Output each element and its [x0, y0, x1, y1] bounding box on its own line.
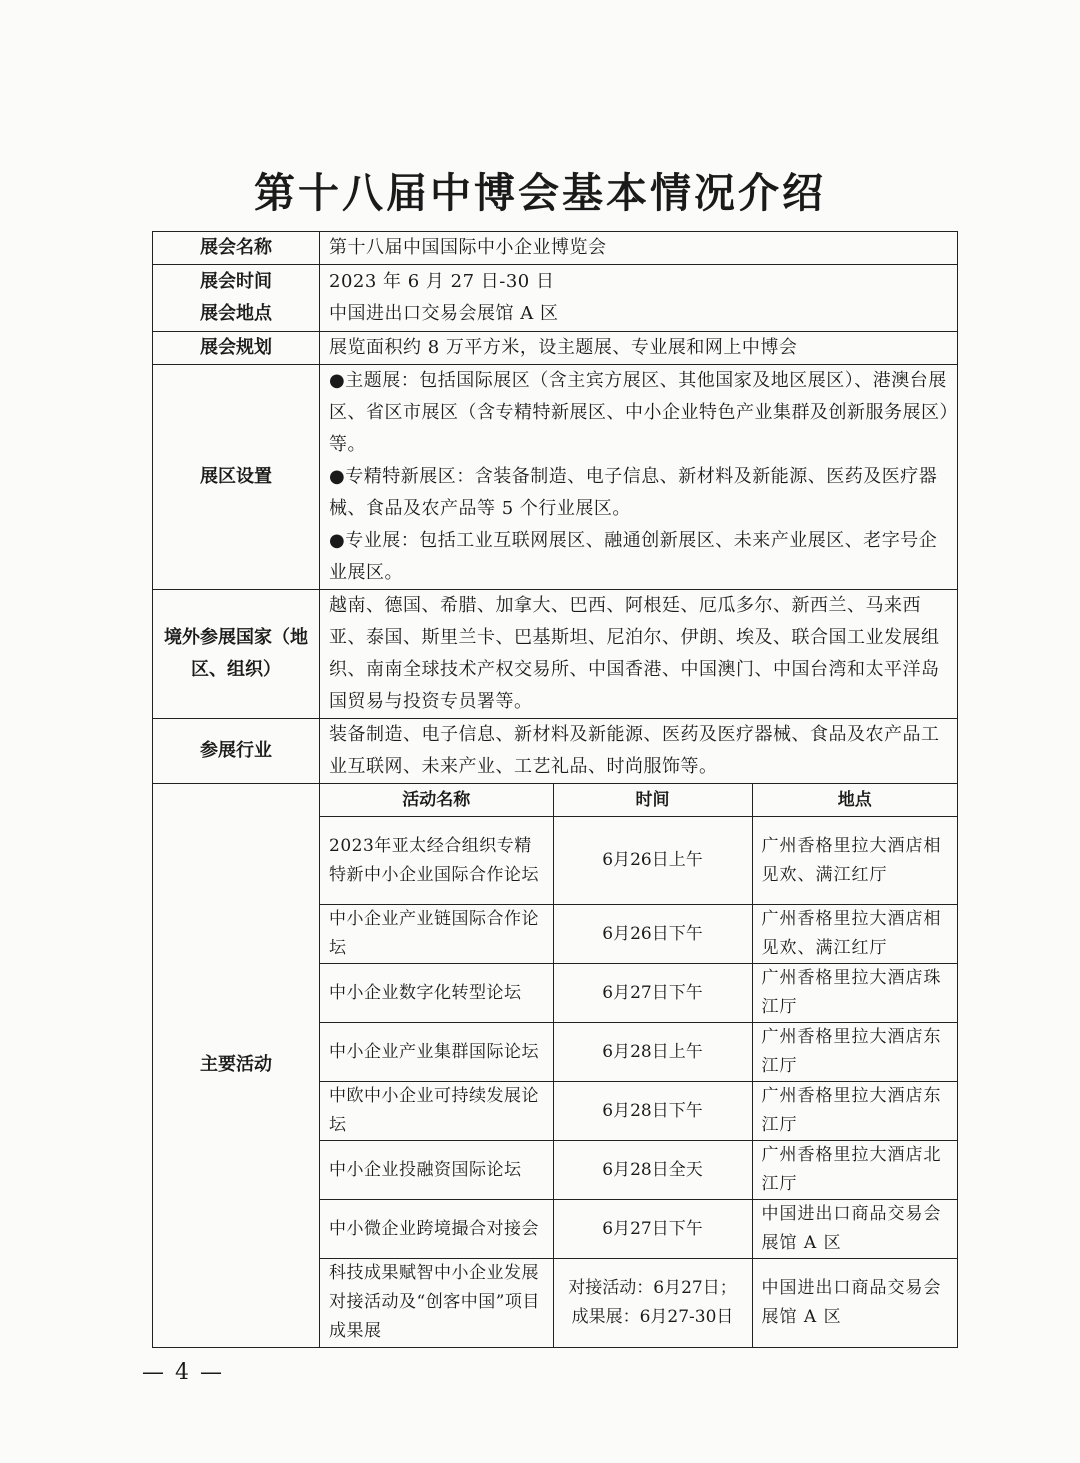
label-time-venue	[153, 265, 320, 332]
activity-time: 6月28日全天	[553, 1141, 752, 1200]
value-countries: 越南、德国、希腊、加拿大、巴西、阿根廷、厄瓜多尔、新西兰、马来西亚、泰国、斯里兰卡、巴基斯坦、尼泊尔、伊朗、埃及、联合国工业发展组织、南南全球技术产权交易所、中国香港、中国澳门、中国台湾和太平洋岛国贸易与投资专员署等。	[320, 590, 958, 719]
activity-time: 6月27日下午	[553, 1200, 752, 1259]
activity-venue: 广州香格里拉大酒店东江厅	[752, 1023, 957, 1082]
activity-name: 中小企业投融资国际论坛	[320, 1141, 553, 1200]
header-activity-name: 活动名称	[320, 784, 553, 817]
row-time-venue	[153, 265, 958, 332]
activities-header-row	[320, 784, 957, 817]
activity-venue: 广州香格里拉大酒店相见欢、满江红厅	[752, 905, 957, 964]
activities-cell	[320, 784, 958, 1348]
activity-name: 中小企业数字化转型论坛	[320, 964, 553, 1023]
label-plan: 展会规划	[153, 332, 320, 365]
label-exhibition-venue: 展会地点	[200, 303, 272, 324]
header-activity-venue: 地点	[752, 784, 957, 817]
value-zones	[320, 365, 958, 590]
value-time-venue	[320, 265, 958, 332]
activity-row	[320, 1259, 957, 1347]
row-zones	[153, 365, 958, 590]
activity-name: 中小企业产业链国际合作论坛	[320, 905, 553, 964]
activity-time: 6月26日上午	[553, 817, 752, 905]
activity-row	[320, 964, 957, 1023]
activity-venue: 中国进出口商品交易会展馆 A 区	[752, 1259, 957, 1347]
label-industries: 参展行业	[153, 719, 320, 784]
zone-item: ●专精特新展区：含装备制造、电子信息、新材料及新能源、医药及医疗器械、食品及农产品等 5 个行业展区。	[329, 466, 938, 519]
activity-venue: 中国进出口商品交易会展馆 A 区	[752, 1200, 957, 1259]
header-activity-time: 时间	[553, 784, 752, 817]
activity-time	[553, 1259, 752, 1347]
zone-item: ●主题展：包括国际展区（含主宾方展区、其他国家及地区展区）、港澳台展区、省区市展区（含专精特新展区、中小企业特色产业集群及创新服务展区）等。	[329, 370, 949, 455]
activity-time: 6月27日下午	[553, 964, 752, 1023]
row-exhibition-name	[153, 232, 958, 265]
row-industries	[153, 719, 958, 784]
activity-row	[320, 1141, 957, 1200]
activity-row	[320, 817, 957, 905]
activity-row	[320, 1200, 957, 1259]
info-table	[152, 231, 958, 1348]
page-number: — 4 —	[142, 1360, 224, 1385]
label-exhibition-name: 展会名称	[153, 232, 320, 265]
value-exhibition-time: 2023 年 6 月 27 日-30 日	[329, 271, 555, 292]
label-activities: 主要活动	[153, 784, 320, 1348]
activity-name: 科技成果赋智中小企业发展对接活动及“创客中国”项目成果展	[320, 1259, 553, 1347]
row-plan	[153, 332, 958, 365]
value-exhibition-venue: 中国进出口交易会展馆 A 区	[329, 303, 559, 324]
activity-name: 中小企业产业集群国际论坛	[320, 1023, 553, 1082]
zone-item: ●专业展：包括工业互联网展区、融通创新展区、未来产业展区、老字号企业展区。	[329, 530, 938, 583]
activity-row	[320, 1082, 957, 1141]
document-title: 第十八届中博会基本情况介绍	[254, 169, 826, 217]
label-zones: 展区设置	[153, 365, 320, 590]
value-plan: 展览面积约 8 万平方米，设主题展、专业展和网上中博会	[320, 332, 958, 365]
row-activities	[153, 784, 958, 1348]
activity-name: 2023年亚太经合组织专精特新中小企业国际合作论坛	[320, 817, 553, 905]
value-exhibition-name: 第十八届中国国际中小企业博览会	[320, 232, 958, 265]
activity-name: 中小微企业跨境撮合对接会	[320, 1200, 553, 1259]
activity-time: 6月26日下午	[553, 905, 752, 964]
activities-table	[320, 784, 957, 1347]
row-countries	[153, 590, 958, 719]
activity-venue: 广州香格里拉大酒店北江厅	[752, 1141, 957, 1200]
value-industries: 装备制造、电子信息、新材料及新能源、医药及医疗器械、食品及农产品工业互联网、未来产业、工艺礼品、时尚服饰等。	[320, 719, 958, 784]
activity-row	[320, 1023, 957, 1082]
label-countries: 境外参展国家（地区、组织）	[153, 590, 320, 719]
activity-time-line: 成果展：6月27-30日	[571, 1306, 734, 1327]
activity-venue: 广州香格里拉大酒店东江厅	[752, 1082, 957, 1141]
activity-time-line: 对接活动：6月27日；	[568, 1277, 737, 1298]
activity-time: 6月28日下午	[553, 1082, 752, 1141]
label-exhibition-time: 展会时间	[200, 271, 272, 292]
activity-venue: 广州香格里拉大酒店相见欢、满江红厅	[752, 817, 957, 905]
activity-row	[320, 905, 957, 964]
activity-venue: 广州香格里拉大酒店珠江厅	[752, 964, 957, 1023]
activity-time: 6月28日上午	[553, 1023, 752, 1082]
activity-name: 中欧中小企业可持续发展论坛	[320, 1082, 553, 1141]
